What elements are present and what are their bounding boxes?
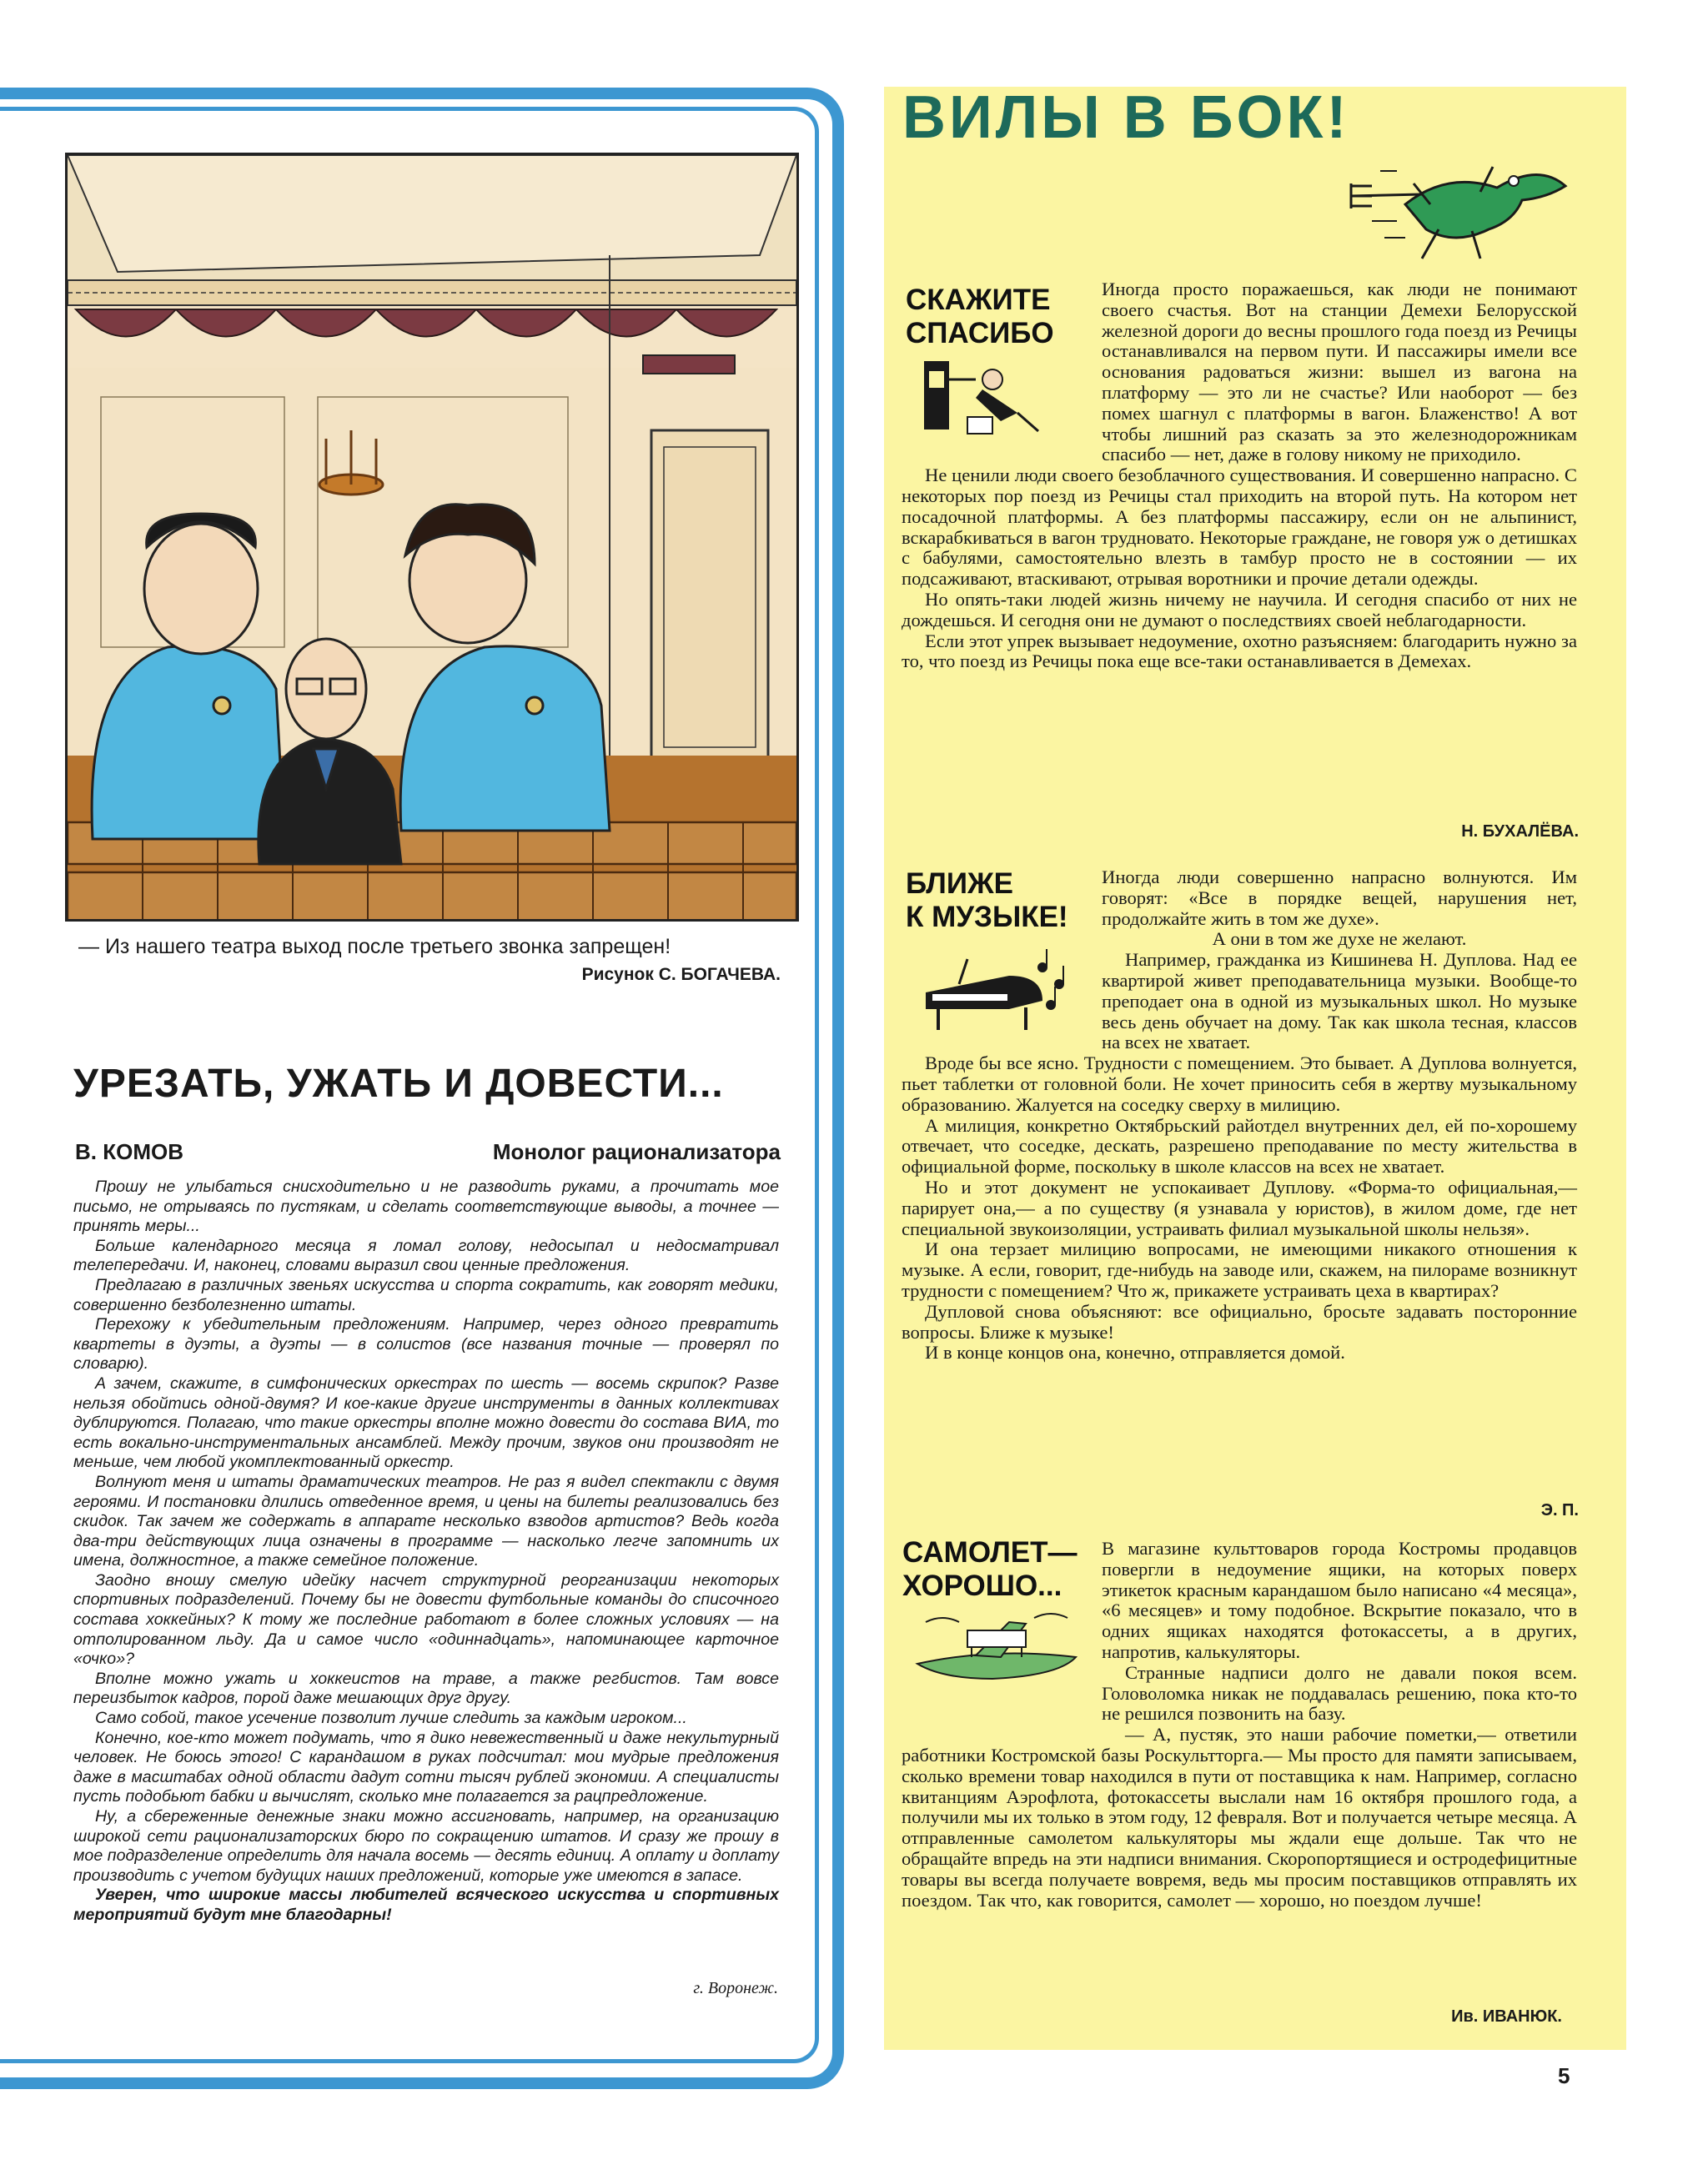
article-3-paragraph: — А, пустяк, это наши рабочие пометки,— ответили работники Костромской базы Роскультторга.— Мы просто для памяти записываем, сколько времени товар находился в пути от поставщика к нам. Например, согласно квитанциям Аэрофлота, фотокассеты выслали нам 16 октября прошлого года, а получили мы их только в этом году, 12 февраля. Вот и получается четыре месяца. А отправленные самолетом калькуляторы мы ждали еще дольше. Так что не обращайте впредь на эти надписи внимания. Скоропортящиеся и остродефицитные товары вы всегда получаете вовремя, ведь мы просим поставщиков отправлять их поездом. Так что, как говорится, самолет — хорошо, но поездом лучше!: [902, 1724, 1577, 1911]
article-2-title-line: БЛИЖЕ: [906, 867, 1013, 900]
article-2-paragraph: А милиция, конкретно Октябрьский райотдел внутренних дел, ей по-хорошему отвечает, что соседке, дескать, разрешено преподавание по месту жительства в официальной форме, поскольку в школе классов на всех не хватает.: [902, 1114, 1577, 1178]
article-3-signature: Ив. ИВАНЮК.: [1451, 2007, 1562, 2026]
article-2-paragraph: Например, гражданка из Кишинева Н. Дуплова. Над ее квартирой живет преподавательница музыки. Вообще-то преподает она в одной из музыкальных школ. Но музыке весь день обучает на дому. Так как школа тесная, классов на всех не хватает.: [1102, 949, 1577, 1053]
article-2-title-line: К МУЗЫКЕ!: [906, 901, 1068, 933]
cartoon-caption: — Из нашего театра выход после третьего звонка запрещен!: [78, 935, 671, 958]
monologue-paragraph: Конечно, кое-кто может подумать, что я дико невежественный и даже некультурный человек. Не боюсь этого! С карандашом в руках подсчитал: мои мудрые предложения даже в масштабах одной области дадут сотни тысяч рублей экономии. А специалисты пусть подобьют бабки и вычислят, сколько мне полагается за рацпредложение.: [73, 1728, 779, 1806]
article-3-body: [902, 1539, 1577, 1911]
article-1-title-line: СКАЖИТЕ: [906, 284, 1051, 316]
monologue-paragraph: А зачем, скажите, в симфонических оркестрах по шесть — восемь скрипок? Разве нельзя обойтись одной-двумя? И кое-какие другие инструменты в данных коллективах дублируются. Полагаю, что такие оркестры вполне можно довести до состава ВИА, то есть вокально-инструментальных ансамблей. Между прочим, звуков они производят не меньше, чем любой укомплектованный оркестр.: [73, 1374, 779, 1472]
article-1-paragraph: Не ценили люди своего безоблачного существования. И совершенно напрасно. С некоторых пор поезд из Речицы стал приходить на второй путь. На котором нет посадочной платформы. А без платформы пассажиру, если он не альпинист, вскарабкиваться в вагон трудновато. Некоторые граждане, не говоря уж о детишках с бабулями, самостоятельно влезть в тамбур просто не в состоянии — их подсаживают, втаскивают, отрывая воротники и прочие детали одежды.: [902, 465, 1577, 590]
article-1-title-line: СПАСИБО: [906, 317, 1054, 349]
article-2-paragraph: Вроде бы все ясно. Трудности с помещением. Это бывает. А Дуплова волнуется, пьет таблетки от головной боли. Не хочет приносить себя в жертву музыкальному образованию. Жалуется на соседку сверху в милицию.: [902, 1052, 1577, 1115]
monologue-body: [73, 1178, 779, 1926]
monologue-paragraph: Волнуют меня и штаты драматических театров. Не раз я видел спектакли с двумя героями. И постановки длились отведенное время, и цены на билеты реализовались без скидок. Так зачем же содержать в аппарате несколько взводов артистов? Ведь когда два-три действующих лица означены в программе — насколько легче запомнить их имена, должностное, а также семейное положение.: [73, 1472, 779, 1570]
article-1-body: [902, 279, 1577, 672]
article-1-paragraph: Но опять-таки людей жизнь ничему не научила. И сегодня спасибо от них не дождешься. И сегодня они не думают о последствиях своей неблагодарности.: [902, 588, 1577, 630]
article-1-paragraph: Если этот упрек вызывает недоумение, охотно разъясняем: благодарить нужно за то, что поезд из Речицы пока еще все-таки останавливается в Демехах.: [902, 630, 1577, 672]
monologue-genre: Монолог рационализатора: [492, 1139, 781, 1164]
theatre-cartoon-drawing: [68, 155, 796, 919]
article-2-paragraph: И она терзает милицию вопросами, не имеющими никакого отношения к музыке. А если, говорит, где-нибудь на заводе или, скажем, на пилораме возникнут трудности с помещением? Что ж, прикажете устраивать цеха в квартирах?: [902, 1238, 1577, 1301]
monologue-paragraph: Перехожу к убедительным предложениям. Например, через одного превратить квартеты в дуэты, а дуэты — в солистов (все названия точные — проверял по словарю).: [73, 1315, 779, 1374]
monologue-paragraph: Уверен, что широкие массы любителей всяческого искусства и спортивных мероприятий будут мне благодарны!: [73, 1886, 779, 1924]
article-2-paragraph: И в конце концов она, конечно, отправляется домой.: [925, 1342, 1345, 1364]
rubric-title: ВИЛЫ В БОК!: [902, 84, 1350, 151]
article-3-title-line: ХОРОШО...: [902, 1570, 1062, 1602]
article-1-paragraph: Иногда просто поражаешься, как люди не понимают своего счастья. Вот на станции Демехи Белорусской железной дороги до весны прошлого года поезд из Речицы останавливался на первом пути. И пассажиры имели все основания радоваться жизни: вышел из вагона на платформу — это ли не счастье? Или наоборот — без помех шагнул с платформы в вагон. Блаженство! А вот чтобы лишний раз сказать за это железнодорожникам спасибо — нет, даже в голову никому не приходило.: [1102, 279, 1577, 465]
article-3-paragraph: В магазине культтоваров города Костромы продавцов повергли в недоумение ящики, на которых поверх этикеток красным карандашом было написано «4 месяца», «6 месяцев» и тому подобное. Вскрытие показало, что в одних ящиках находятся фотокассеты, а в других, напротив, калькуляторы.: [1102, 1538, 1577, 1662]
monologue-paragraph: Само собой, такое усечение позволит лучше следить за каждым игроком...: [95, 1709, 687, 1728]
article-2-paragraph: Но и этот документ не успокаивает Дуплову. «Форма-то официальная,— парирует она,— а по существу (я узнавала у юристов), в жилом доме, где нет специальной звукоизоляции, устраивать филиал музыкальной школы нельзя».: [902, 1176, 1577, 1239]
article-2-paragraph: А они в том же духе не желают.: [1212, 928, 1467, 950]
monologue-paragraph: Прошу не улыбаться снисходительно и не разводить руками, а прочитать мое письмо, не отрываясь по пустякам, и сделать соответствующие выводы, а точнее — принять меры...: [73, 1178, 779, 1236]
crocodile-pitchfork-icon: [1347, 138, 1580, 263]
monologue-author: В. КОМОВ: [75, 1139, 183, 1164]
page-number: 5: [1558, 2063, 1570, 2088]
article-1-signature: Н. БУХАЛЁВА.: [1461, 822, 1579, 841]
monologue-headline: УРЕЗАТЬ, УЖАТЬ И ДОВЕСТИ...: [73, 1062, 724, 1106]
cartoon-credit: Рисунок С. БОГАЧЕВА.: [581, 965, 781, 984]
cartoon-illustration: [65, 153, 799, 922]
article-3-paragraph: Странные надписи долго не давали покоя всем. Головоломка никак не поддавалась решению, пока кто-то не решился позвонить на базу.: [1102, 1661, 1577, 1725]
article-2-signature: Э. П.: [1540, 1501, 1579, 1519]
article-2-paragraph: Дупловой снова объясняют: все официально, бросьте задавать посторонние вопросы. Ближе к музыке!: [902, 1300, 1577, 1343]
monologue-paragraph: Заодно вношу смелую идейку насчет структурной реорганизации некоторых спортивных подразделений. Почему бы не довести футбольные команды до списочного состава хоккейных? К тому же последние работают в более сложных условиях — на отполированном льду. Да и самое число «одиннадцать», напоминающее карточное «очко»?: [73, 1570, 779, 1669]
monologue-paragraph: Вполне можно ужать и хоккеистов на траве, а также регбистов. Там вовсе переизбыток кадров, порой даже мешающих друг другу.: [73, 1669, 779, 1708]
monologue-paragraph: Предлагаю в различных звеньях искусства и спорта сократить, как говорят медики, совершенно безболезненно штаты.: [73, 1275, 779, 1314]
monologue-place: г. Воронеж.: [693, 1979, 778, 1997]
article-3-title-line: САМОЛЕТ—: [902, 1536, 1078, 1569]
article-2-body: [902, 867, 1577, 1364]
monologue-paragraph: Ну, а сбереженные денежные знаки можно ассигновать, например, на организацию широкой сети рационализаторских бюро по сокращению штатов. И сразу же прошу в мое подразделение определить для начала восемь — десять единиц. А оплату и доплату производить с учетом будущих наших предложений, которые уже имеются в запасе.: [73, 1807, 779, 1885]
article-2-paragraph: Иногда люди совершенно напрасно волнуются. Им говорят: «Все в порядке вещей, нарушения нет, продолжайте жить в том же духе».: [1102, 866, 1577, 929]
monologue-paragraph: Больше календарного месяца я ломал голову, недосыпал и недосматривал телепередачи. И, наконец, словами выразил свои ценные предложения.: [73, 1236, 779, 1275]
